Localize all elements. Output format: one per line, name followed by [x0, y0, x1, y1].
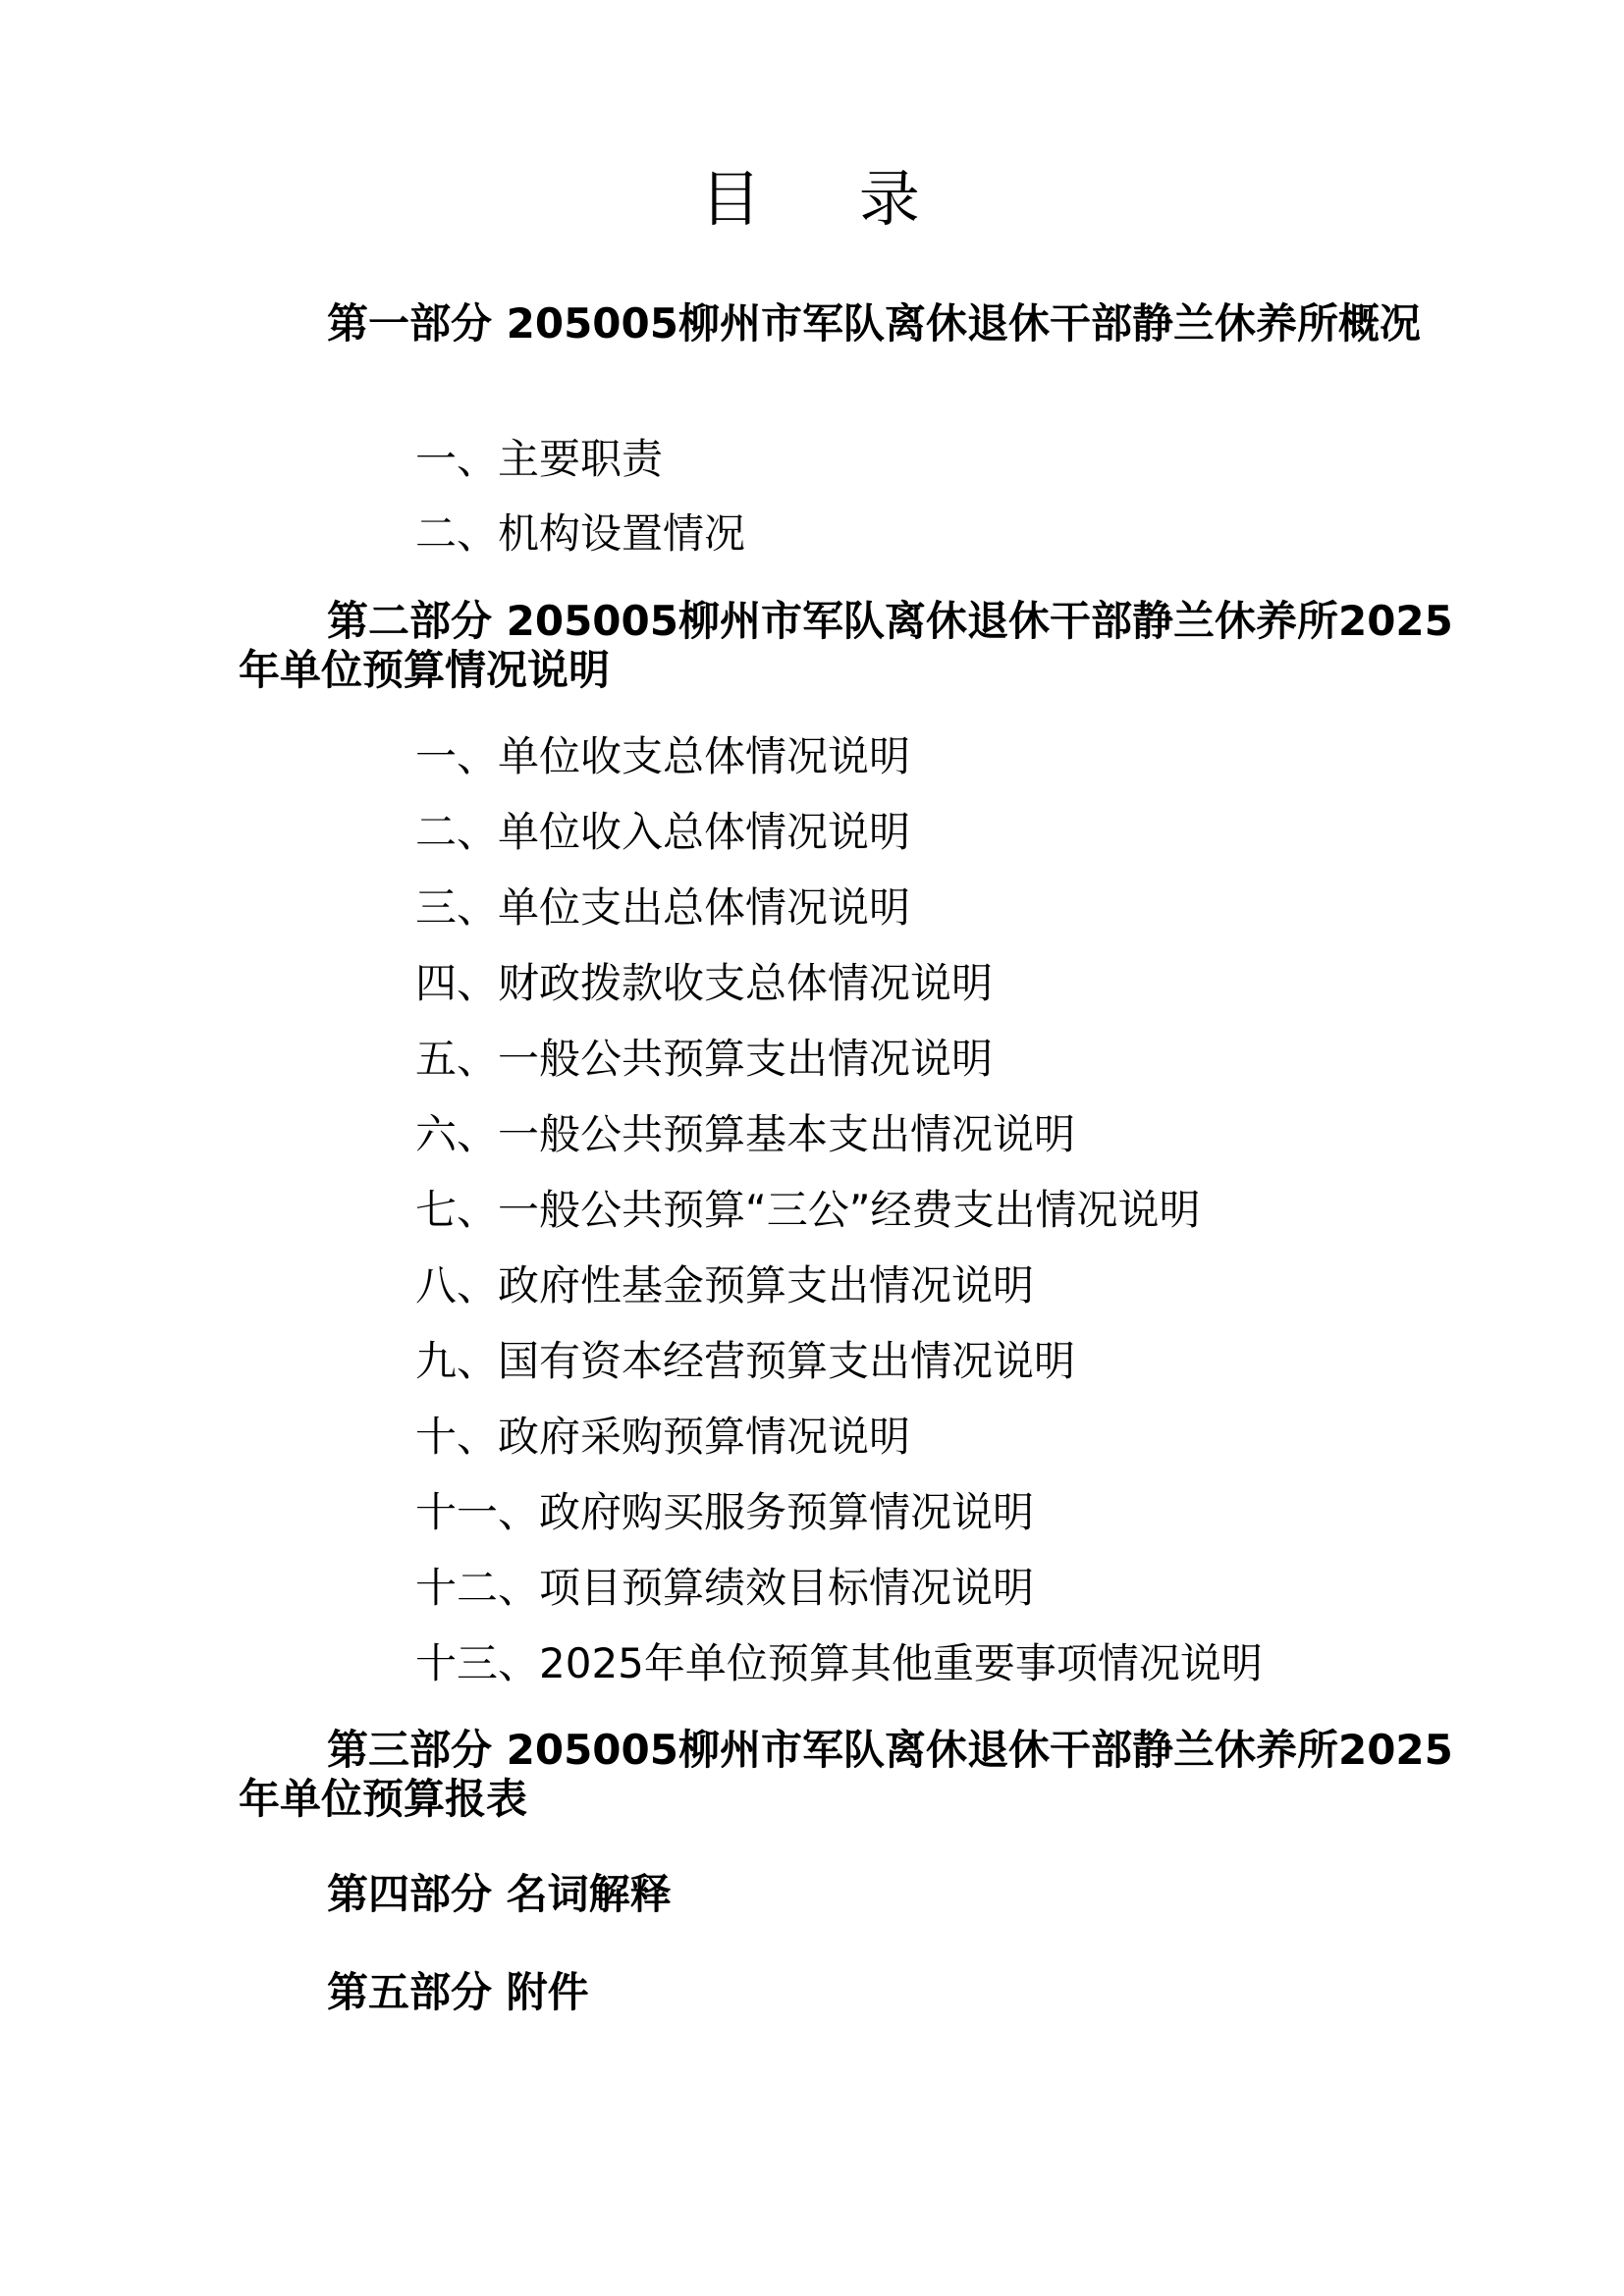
part-3-heading: 第三部分 205005柳州市军队离休退休干部静兰休养所2025年单位预算报表 — [239, 1726, 1453, 1823]
toc-item: 一、主要职责 — [415, 435, 664, 483]
part-2-heading: 第二部分 205005柳州市军队离休退休干部静兰休养所2025年单位预算情况说明 — [239, 597, 1453, 694]
toc-item: 十、政府采购预算情况说明 — [415, 1413, 911, 1461]
toc-item: 八、政府性基金预算支出情况说明 — [415, 1261, 1035, 1309]
toc-title: 目 录 — [700, 163, 959, 235]
toc-item: 三、单位支出总体情况说明 — [415, 883, 911, 932]
toc-item: 一、单位收支总体情况说明 — [415, 732, 911, 780]
toc-item: 九、国有资本经营预算支出情况说明 — [415, 1337, 1076, 1385]
toc-item: 十三、2025年单位预算其他重要事项情况说明 — [415, 1639, 1263, 1687]
toc-item: 六、一般公共预算基本支出情况说明 — [415, 1110, 1076, 1158]
toc-item: 七、一般公共预算“三公”经费支出情况说明 — [415, 1186, 1201, 1234]
part-5-heading: 第五部分 附件 — [327, 1968, 589, 2016]
toc-item: 十一、政府购买服务预算情况说明 — [415, 1488, 1035, 1536]
toc-item: 四、财政拨款收支总体情况说明 — [415, 959, 994, 1007]
toc-item: 五、一般公共预算支出情况说明 — [415, 1035, 994, 1083]
toc-item: 二、单位收入总体情况说明 — [415, 808, 911, 856]
part-4-heading: 第四部分 名词解释 — [327, 1870, 672, 1918]
toc-item: 十二、项目预算绩效目标情况说明 — [415, 1564, 1035, 1612]
toc-item: 二、机构设置情况 — [415, 509, 746, 558]
part-1-heading: 第一部分 205005柳州市军队离休退休干部静兰休养所概况 — [327, 299, 1421, 347]
